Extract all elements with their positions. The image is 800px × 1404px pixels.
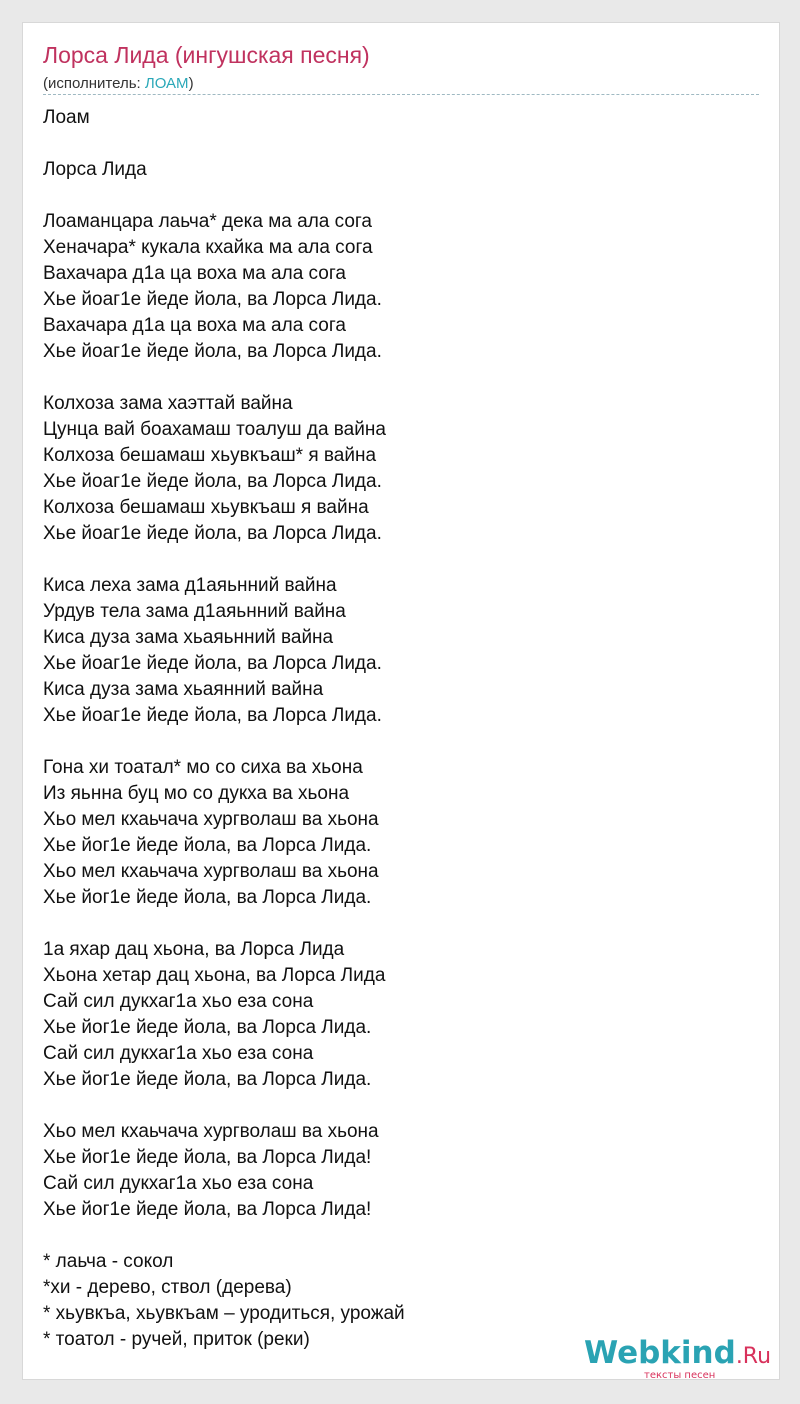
lyric-line: Хье йог1е йеде йола, ва Лорса Лида. <box>43 835 372 856</box>
artist-prefix: (исполнитель: <box>43 75 145 92</box>
artist-line <box>43 75 194 92</box>
lyric-blank-line <box>43 131 405 157</box>
lyric-line: Хье йоаг1е йеде йола, ва Лорса Лида. <box>43 653 382 674</box>
lyric-line: Лоаманцара лаьча* дека ма ала сога <box>43 211 373 232</box>
lyric-line: Хье йоаг1е йеде йола, ва Лорса Лида. <box>43 705 382 726</box>
lyric-line: *хи - дерево, ствол (дерева) <box>43 1277 292 1298</box>
lyric-line: Хеначара* кукала кхайка ма ала сога <box>43 237 373 258</box>
lyric-line: Киса леха зама д1аяьнний вайна <box>43 575 337 596</box>
lyric-blank-line <box>43 365 405 391</box>
lyric-line: Сай сил дукхаг1а хьо еза сона <box>43 1043 314 1064</box>
lyric-line: * хьувкъа, хьувкъам – уродиться, урожай <box>43 1303 405 1324</box>
lyric-line: Хье йоаг1е йеде йола, ва Лорса Лида. <box>43 289 382 310</box>
lyric-line: Хье йог1е йеде йола, ва Лорса Лида. <box>43 1069 372 1090</box>
lyric-blank-line <box>43 1223 405 1249</box>
lyric-line: Сай сил дукхаг1а хьо еза сона <box>43 1173 314 1194</box>
lyric-line: Вахачара д1а ца воха ма ала сога <box>43 263 346 284</box>
webkind-logo[interactable] <box>584 1335 779 1380</box>
logo-main-text: Webkind <box>584 1335 736 1371</box>
lyric-line: Колхоза бешамаш хьувкъаш я вайна <box>43 497 369 518</box>
lyric-line: * тоатол - ручей, приток (реки) <box>43 1329 310 1350</box>
lyrics-text <box>43 105 405 1353</box>
lyric-line: Из яьнна буц мо со дукха ва хьона <box>43 783 350 804</box>
logo-wordmark <box>584 1335 771 1371</box>
lyric-line: Хьо мел кхаьчача хургволаш ва хьона <box>43 861 379 882</box>
logo-suffix: .Ru <box>735 1344 772 1369</box>
lyric-line: Урдув тела зама д1аяьнний вайна <box>43 601 346 622</box>
lyric-line: Хье йоаг1е йеде йола, ва Лорса Лида. <box>43 471 382 492</box>
lyric-line: Хьо мел кхаьчача хургволаш ва хьона <box>43 1121 379 1142</box>
lyric-line: * лаьча - сокол <box>43 1251 174 1272</box>
lyric-line: Колхоза зама хаэттай вайна <box>43 393 293 414</box>
content-card <box>22 22 780 1380</box>
lyric-blank-line <box>43 911 405 937</box>
logo-tagline: тексты песен <box>644 1370 716 1381</box>
lyric-line: Хье йог1е йеде йола, ва Лорса Лида. <box>43 1017 372 1038</box>
lyric-line: Цунца вай боахамаш тоалуш да вайна <box>43 419 386 440</box>
lyric-line: 1а яхар дац хьона, ва Лорса Лида <box>43 939 345 960</box>
lyric-line: Колхоза бешамаш хьувкъаш* я вайна <box>43 445 377 466</box>
lyric-blank-line <box>43 729 405 755</box>
lyric-line: Хьона хетар дац хьона, ва Лорса Лида <box>43 965 386 986</box>
page-title: Лорса Лида (ингушская песня) <box>43 42 370 68</box>
lyric-line: Хье йог1е йеде йола, ва Лорса Лида! <box>43 1147 372 1168</box>
lyric-line: Лорса Лида <box>43 159 147 180</box>
lyric-line: Сай сил дукхаг1а хьо еза сона <box>43 991 314 1012</box>
lyric-line: Хье йоаг1е йеде йола, ва Лорса Лида. <box>43 523 382 544</box>
lyric-line: Лоам <box>43 107 90 128</box>
artist-suffix: ) <box>188 75 194 92</box>
lyric-line: Хьо мел кхаьчача хургволаш ва хьона <box>43 809 379 830</box>
lyric-line: Киса дуза зама хьаяьнний вайна <box>43 627 334 648</box>
artist-link[interactable]: ЛОАМ <box>144 75 189 92</box>
lyric-blank-line <box>43 1093 405 1119</box>
lyric-line: Хье йоаг1е йеде йола, ва Лорса Лида. <box>43 341 382 362</box>
lyric-blank-line <box>43 183 405 209</box>
lyric-line: Вахачара д1а ца воха ма ала сога <box>43 315 346 336</box>
lyric-line: Гона хи тоатал* мо со сиха ва хьона <box>43 757 363 778</box>
lyric-line: Хье йог1е йеде йола, ва Лорса Лида. <box>43 887 372 908</box>
lyric-blank-line <box>43 547 405 573</box>
title-divider <box>43 94 759 95</box>
lyric-line: Хье йог1е йеде йола, ва Лорса Лида! <box>43 1199 372 1220</box>
lyric-line: Киса дуза зама хьаянний вайна <box>43 679 324 700</box>
